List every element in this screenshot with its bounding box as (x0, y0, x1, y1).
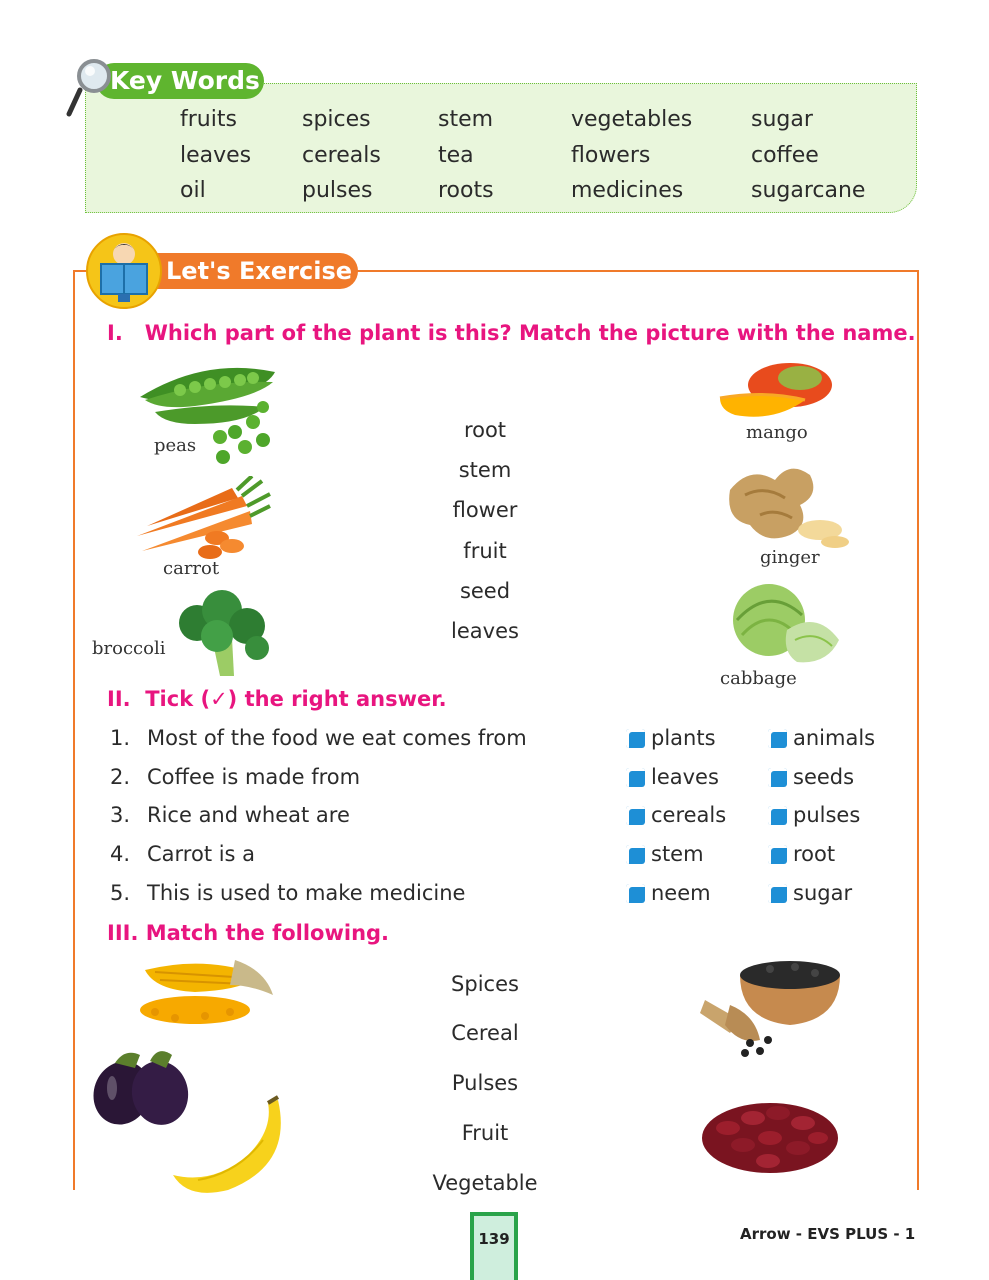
checkbox-icon[interactable] (768, 845, 787, 864)
key-words-title: Key Words (110, 66, 260, 95)
option-label: plants (651, 726, 716, 750)
option-label: pulses (793, 803, 861, 827)
checkbox-icon[interactable] (768, 729, 787, 748)
checkbox-icon[interactable] (768, 768, 787, 787)
key-word: cereals (302, 143, 381, 168)
checkbox-icon[interactable] (626, 729, 645, 748)
match-word: Vegetable (432, 1171, 538, 1195)
option-2[interactable] (768, 842, 835, 866)
plant-part-name: flower (452, 498, 518, 522)
match-word: Spices (451, 972, 519, 996)
picture-label: ginger (760, 547, 820, 568)
option-label: stem (651, 842, 704, 866)
key-word: spices (302, 107, 371, 132)
option-1[interactable] (626, 881, 711, 905)
pepper-picture (700, 945, 845, 1060)
item-number: 4. (110, 842, 131, 866)
checkbox-icon[interactable] (768, 884, 787, 903)
key-word: fruits (180, 107, 237, 132)
checkbox-icon[interactable] (626, 845, 645, 864)
option-label: cereals (651, 803, 727, 827)
item-number: 1. (110, 726, 131, 750)
page-number: 139 (478, 1230, 510, 1248)
key-words-tab (96, 63, 264, 99)
plant-part-name: fruit (463, 539, 507, 563)
option-label: sugar (793, 881, 853, 905)
kidney-beans-picture (698, 1083, 843, 1178)
reading-student-icon (85, 232, 163, 310)
key-word: flowers (571, 143, 651, 168)
question-2-heading: II. Tick (✓) the right answer. (107, 687, 447, 711)
banana-picture (168, 1095, 293, 1200)
page-number-box (470, 1212, 518, 1280)
item-number: 5. (110, 881, 131, 905)
checkbox-icon[interactable] (626, 806, 645, 825)
key-word: medicines (571, 178, 684, 203)
key-word: tea (438, 143, 474, 168)
plant-part-name: leaves (451, 619, 519, 643)
item-text: This is used to make medicine (147, 881, 466, 905)
mango-picture (715, 360, 835, 422)
key-word: leaves (180, 143, 252, 168)
book-title: Arrow - EVS PLUS - 1 (740, 1225, 916, 1243)
checkbox-icon[interactable] (626, 768, 645, 787)
picture-label: mango (746, 422, 808, 443)
option-label: seeds (793, 765, 855, 789)
option-1[interactable] (626, 842, 704, 866)
option-2[interactable] (768, 803, 860, 827)
option-label: animals (793, 726, 876, 750)
match-word: Fruit (461, 1121, 509, 1145)
option-label: leaves (651, 765, 719, 789)
key-word: roots (438, 178, 494, 203)
plant-part-name: stem (458, 458, 512, 482)
match-word: Pulses (451, 1071, 519, 1095)
item-number: 2. (110, 765, 131, 789)
key-word: sugarcane (751, 178, 866, 203)
option-2[interactable] (768, 881, 852, 905)
key-word: oil (180, 178, 206, 203)
picture-label: cabbage (720, 668, 797, 689)
question-1-heading: I. Which part of the plant is this? Match the picture with the name. (107, 321, 916, 345)
item-text: Coffee is made from (147, 765, 361, 789)
picture-label: broccoli (92, 638, 166, 659)
option-1[interactable] (626, 803, 726, 827)
item-text: Carrot is a (147, 842, 256, 866)
key-word: coffee (751, 143, 819, 168)
item-text: Rice and wheat are (147, 803, 350, 827)
checkbox-icon[interactable] (626, 884, 645, 903)
corn-picture (135, 950, 275, 1030)
item-text: Most of the food we eat comes from (147, 726, 527, 750)
checkbox-icon[interactable] (768, 806, 787, 825)
picture-label: peas (154, 435, 197, 456)
option-1[interactable] (626, 765, 719, 789)
option-1[interactable] (626, 726, 716, 750)
plant-part-name: root (463, 418, 507, 442)
key-word: pulses (302, 178, 373, 203)
plant-part-name: seed (459, 579, 511, 603)
ginger-picture (720, 460, 850, 550)
magnifier-icon (66, 56, 114, 120)
key-word: sugar (751, 107, 813, 132)
item-number: 3. (110, 803, 131, 827)
picture-label: carrot (163, 558, 220, 579)
option-label: neem (651, 881, 711, 905)
match-word: Cereal (451, 1021, 519, 1045)
key-word: vegetables (571, 107, 693, 132)
cabbage-picture (717, 580, 843, 670)
question-3-heading: III. Match the following. (107, 921, 390, 945)
key-word: stem (438, 107, 494, 132)
option-2[interactable] (768, 726, 875, 750)
broccoli-picture (172, 588, 272, 680)
option-label: root (793, 842, 836, 866)
option-2[interactable] (768, 765, 854, 789)
carrot-picture (132, 476, 272, 566)
exercise-title: Let's Exercise (166, 257, 353, 285)
